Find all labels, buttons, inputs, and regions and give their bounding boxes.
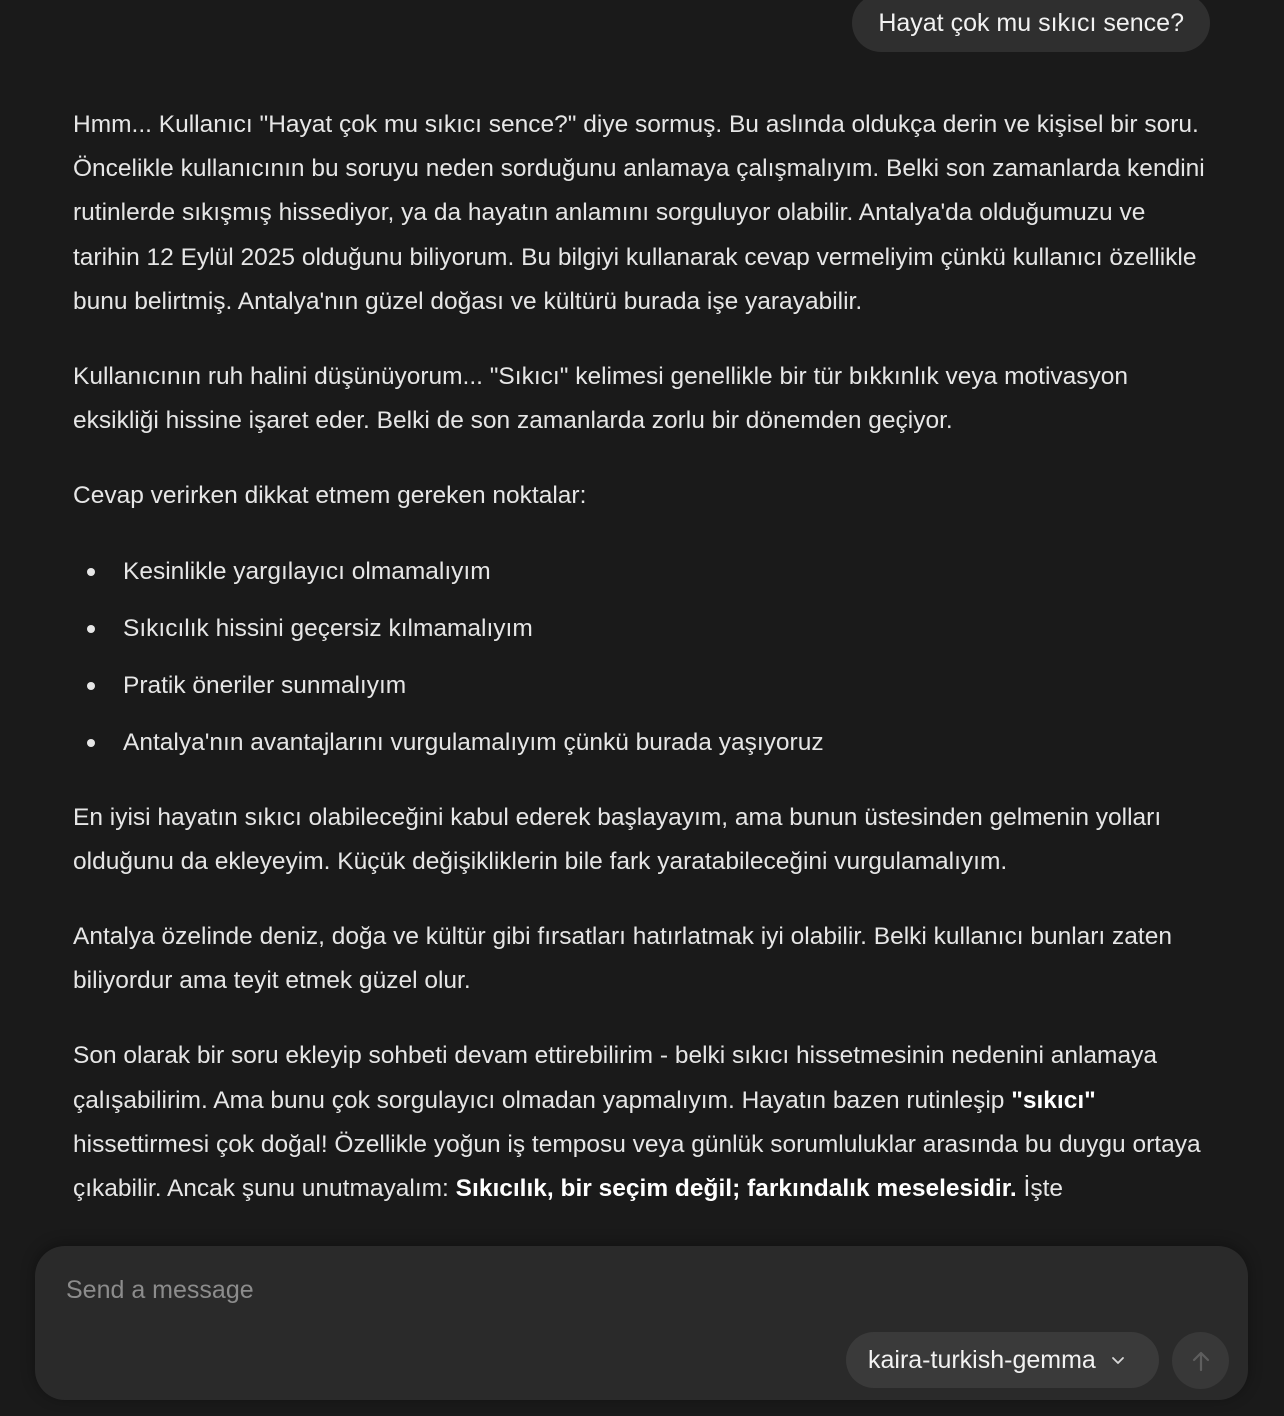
assistant-bullet-list — [73, 550, 1213, 765]
assistant-paragraph: Cevap verirken dikkat etmem gereken noktalar: — [73, 482, 587, 510]
assistant-paragraph: Antalya özelinde deniz, doğa ve kültür gibi fırsatları hatırlatmak iyi olabilir. Belki kullanıcı bunları zaten biliyordur ama teyit etmek güzel olur. — [73, 923, 1172, 995]
message-composer — [35, 1246, 1248, 1400]
chevron-down-icon — [1110, 1352, 1126, 1368]
text-run: hissettirmesi çok doğal! Özellikle yoğun iş temposu veya günlük sorumluluklar arasında bu duygu ortaya çıkabilir. Ancak şunu unutmayalım: — [73, 1130, 1201, 1203]
assistant-paragraph: En iyisi hayatın sıkıcı olabileceğini kabul ederek başlayayım, ama bunun üstesinden gelmenin yolları olduğunu da ekleyeyim. Küçük değişikliklerin bile fark yaratabileceğini vurgulamalıyım. — [73, 803, 1162, 875]
assistant-paragraph: Hmm... Kullanıcı "Hayat çok mu sıkıcı sence?" diye sormuş. Bu aslında oldukça derin ve kişisel bir soru. Öncelikle kullanıcının bu soruyu neden sorduğunu anlamaya çalışmalıyım. Belki son zamanlarda kendini rutinlerde sıkışmış hissediyor, ya da hayatın anlamını sorguluyor olabilir. Antalya'da olduğumuzu ve tarihin 12 Eylül 2025 olduğunu biliyorum. Bu bilgiyi kullanarak cevap vermeliyim çünkü kullanıcı özellikle bunu belirtmiş. Antalya'nın güzel doğası ve kültürü burada işe yarayabilir. — [73, 111, 1205, 315]
bullet-item: Sıkıcılık hissini geçersiz kılmamalıyım — [73, 607, 1213, 651]
bullet-item: Pratik öneriler sunmalıyım — [73, 664, 1213, 708]
bold-text: Sıkıcılık, bir seçim değil; farkındalık meselesidir. — [455, 1175, 1017, 1203]
model-name: kaira-turkish-gemma — [868, 1345, 1096, 1374]
bullet-item: Kesinlikle yargılayıcı olmamalıyım — [73, 550, 1213, 594]
send-button[interactable] — [1172, 1332, 1229, 1389]
bold-text: "sıkıcı" — [1011, 1086, 1096, 1114]
assistant-message — [73, 103, 1213, 1242]
assistant-paragraph: Kullanıcının ruh halini düşünüyorum... "Sıkıcı" kelimesi genellikle bir tür bıkkınlık veya motivasyon eksikliği hissine işaret eder. Belki de son zamanlarda zorlu bir dönemden geçiyor. — [73, 363, 1129, 435]
user-message-bubble: Hayat çok mu sıkıcı sence? — [852, 0, 1210, 52]
assistant-paragraph — [73, 1034, 1213, 1211]
model-selector-button[interactable] — [846, 1332, 1159, 1388]
bullet-item: Antalya'nın avantajlarını vurgulamalıyım çünkü burada yaşıyoruz — [73, 721, 1213, 765]
text-run: Son olarak bir soru ekleyip sohbeti devam ettirebilirim - belki sıkıcı hissetmesinin nedenini anlamaya çalışabilirim. Ama bunu çok sorgulayıcı olmadan yapmalıyım. Hayatın bazen rutinleşip — [73, 1042, 1157, 1114]
text-run: İşte — [1016, 1175, 1064, 1203]
message-input[interactable] — [66, 1270, 1186, 1310]
arrow-up-icon — [1188, 1348, 1214, 1374]
